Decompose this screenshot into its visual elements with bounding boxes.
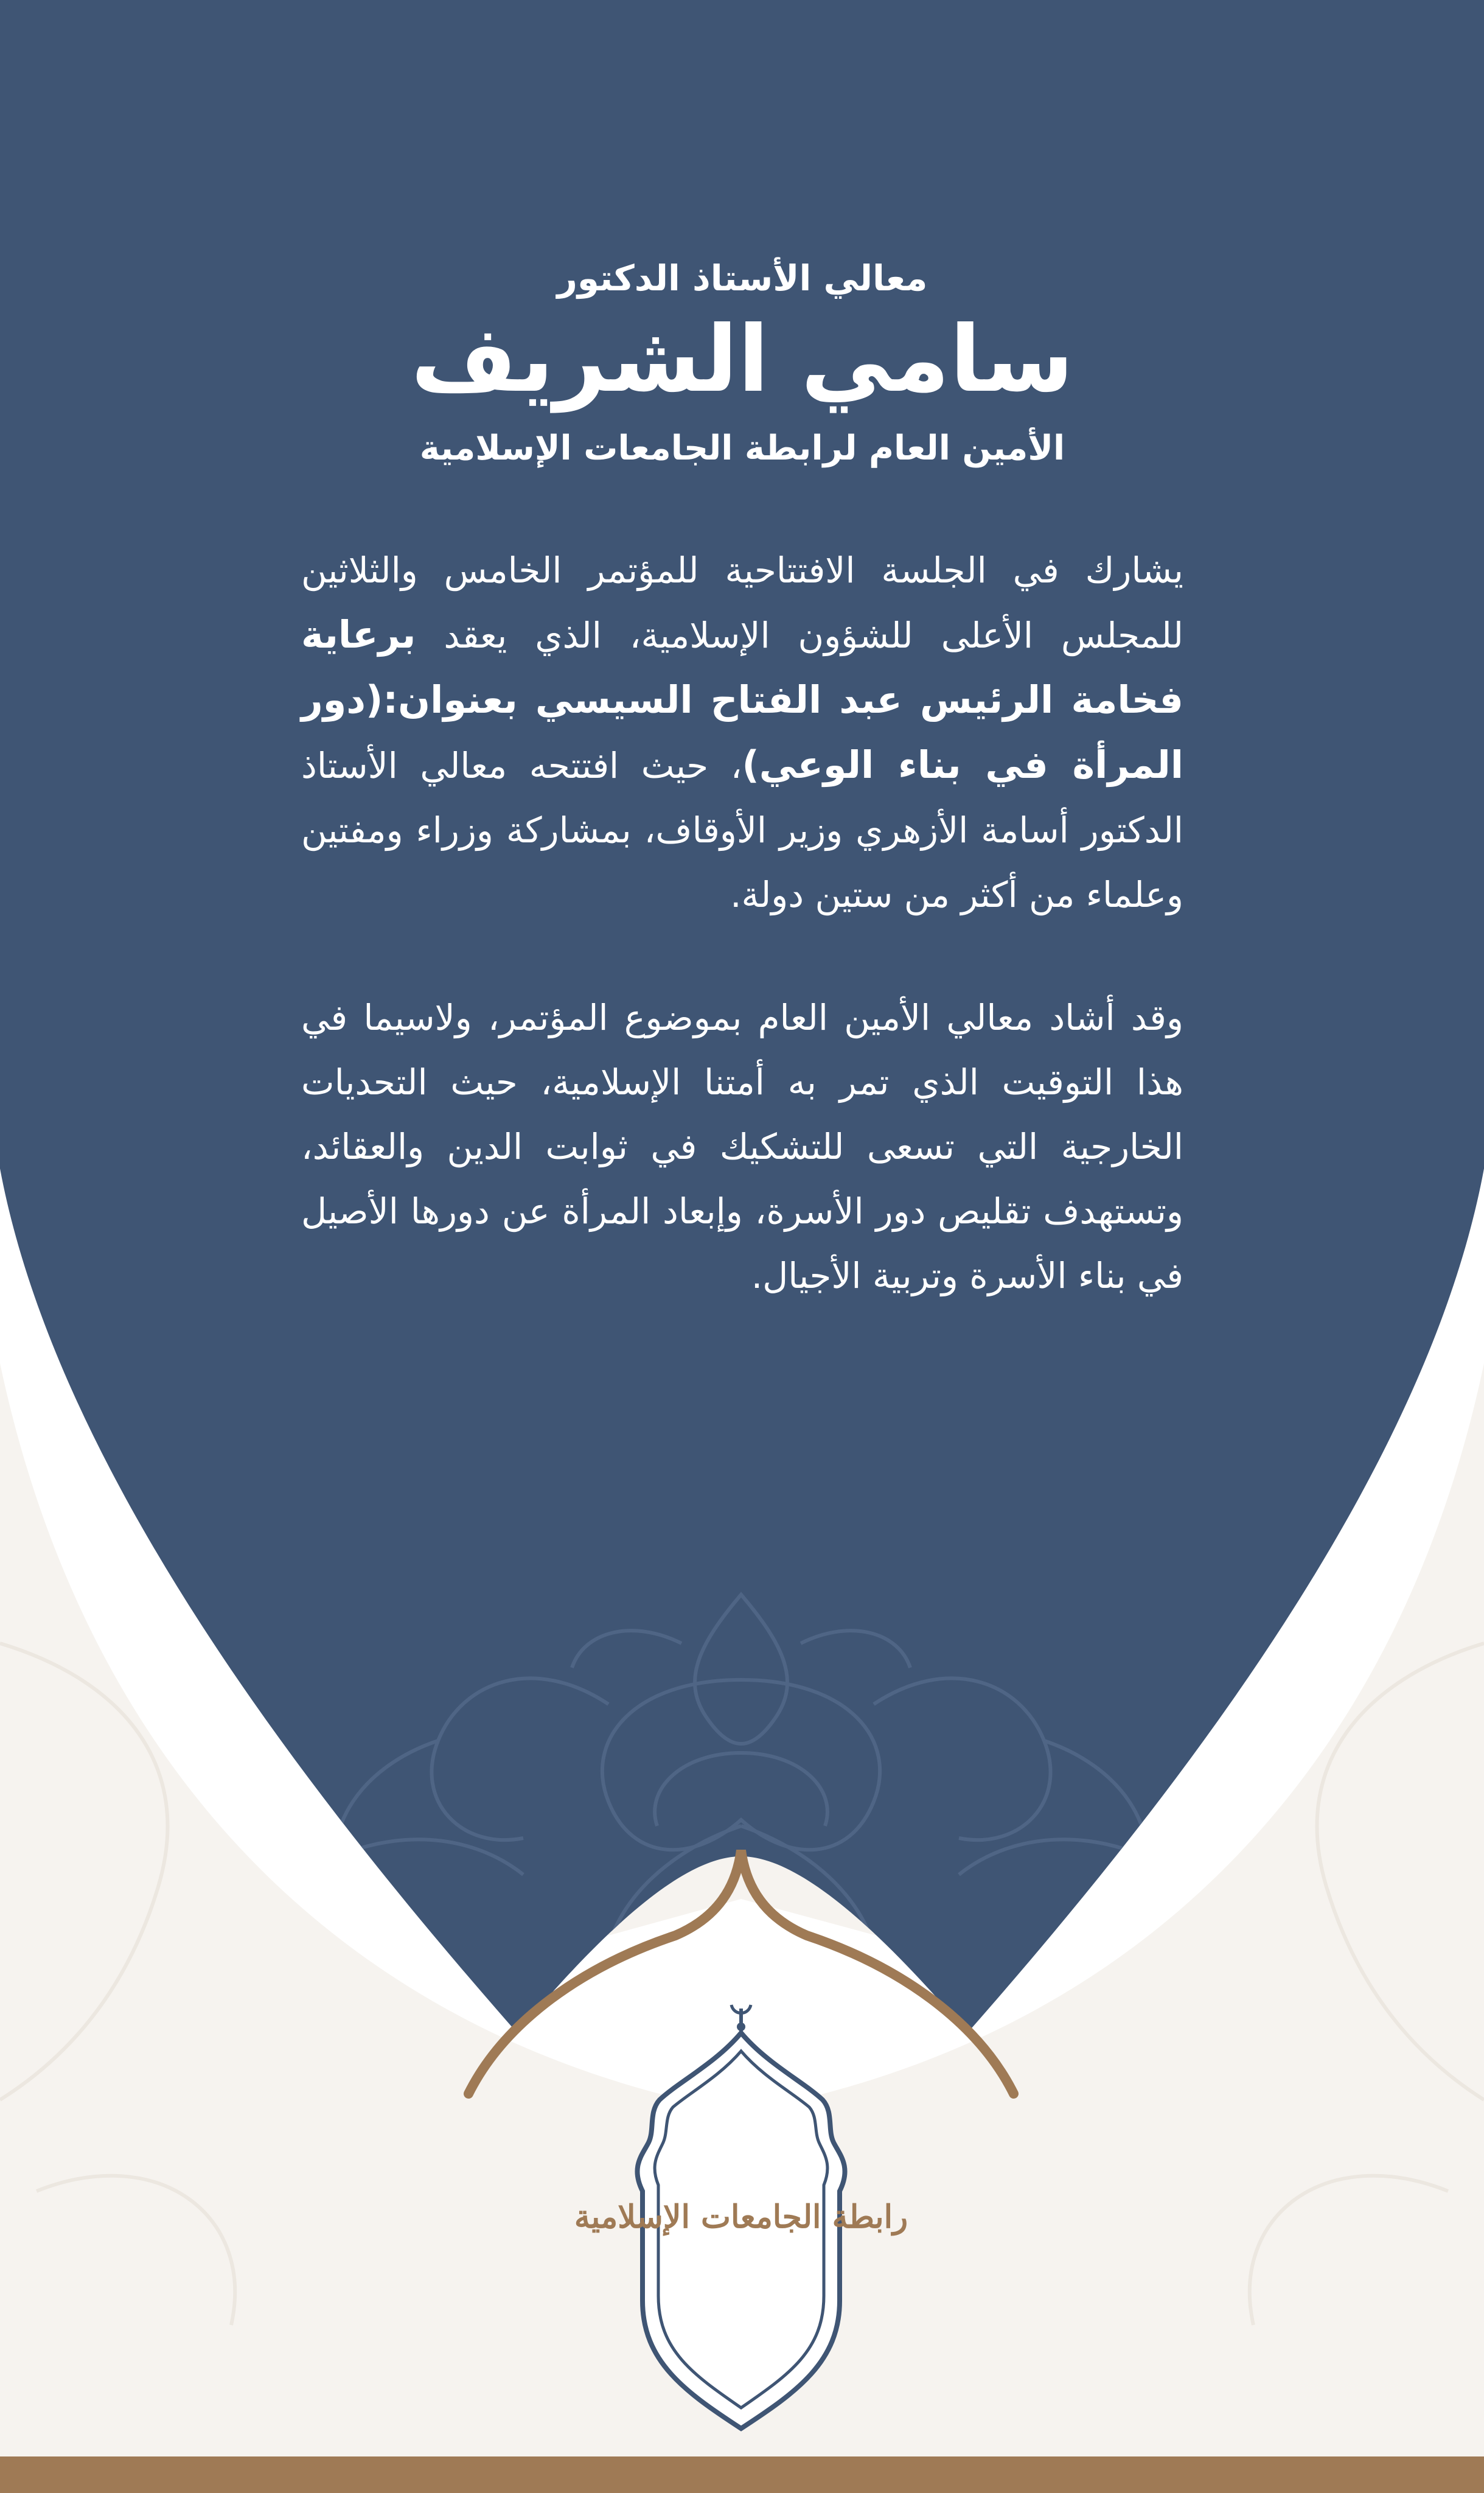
person-name: سامي الشريف xyxy=(411,307,1074,413)
paragraph-1-part-a: يشارك في الجلسة الافتتاحية للمؤتمر الخامس والثلاثين للمجلس الأعلى للشؤون الإسلامية، الذي يعقد xyxy=(301,550,1183,657)
person-role: الأمين العام لرابطة الجامعات الإسلامية xyxy=(419,428,1065,469)
paragraph-1-part-c: ، حيث افتتحه معالي الأستاذ الدكتور أسامة الأزهري وزير الأوقاف، بمشاركة وزراء ومفتين وعلماء من أكثر من ستين دولة. xyxy=(301,745,1183,916)
logo-calligraphy: رابطة الجامعات الإسلامية xyxy=(574,2198,908,2236)
footer-bar xyxy=(0,2456,1484,2493)
main-content xyxy=(286,256,1199,1308)
paragraph-1 xyxy=(301,538,1183,927)
pre-title: معالي الأستاذ الدكتور xyxy=(557,257,928,299)
paragraph-2: وقد أشاد معالي الأمين العام بموضوع المؤتمر، ولاسيما في هذا التوقيت الذي تمر به أمتنا الإسلامية، حيث التحديات الخارجية التي تسعى للتشكيك في ثوابت الدين والعقائد، وتستهدف تقليص دور الأسرة، وإبعاد المرأة عن دورها الأصيل في بناء الأسرة وتربية الأجيال. xyxy=(301,997,1183,1297)
paragraph-1-highlight: برعاية فخامة الرئيس عبد الفتاح السيسي بعنوان:(دور المرأة في بناء الوعي) xyxy=(301,612,1184,788)
